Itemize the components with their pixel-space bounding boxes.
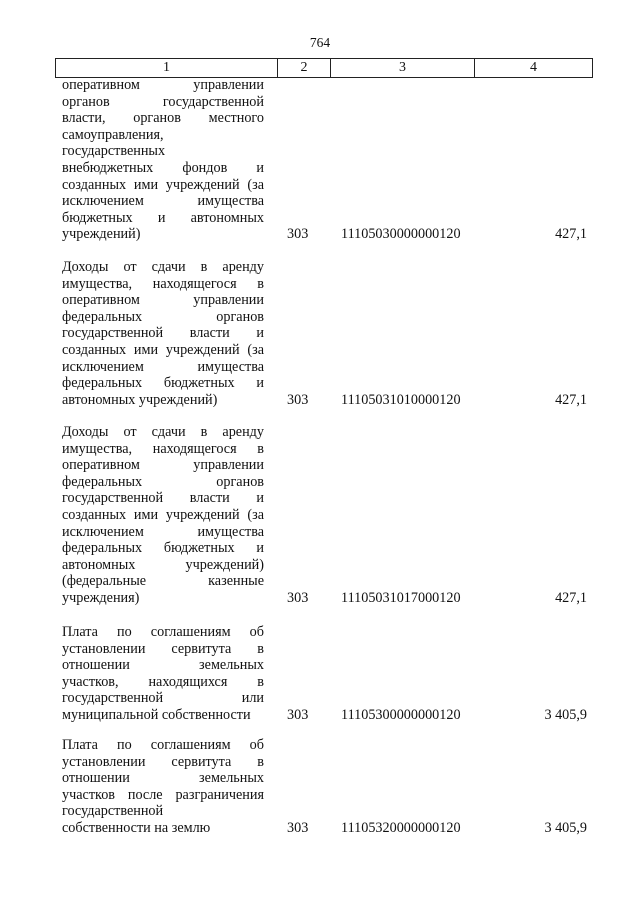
column-header-1: 1 xyxy=(163,60,170,75)
description-line: имущества, находящегося в xyxy=(62,440,264,457)
budget-classification-code: 11105300000000120 xyxy=(341,707,461,723)
budget-classification-code: 11105320000000120 xyxy=(341,820,461,836)
description-line: оперативном управлении xyxy=(62,77,264,93)
table-row xyxy=(0,424,640,607)
table-column-header xyxy=(55,58,593,78)
budget-classification-code: 11105031017000120 xyxy=(341,590,461,606)
admin-code: 303 xyxy=(287,820,309,836)
description-line: Доходы от сдачи в аренду xyxy=(62,424,264,440)
admin-code: 303 xyxy=(287,707,309,723)
amount: 3 405,9 xyxy=(544,820,587,836)
description-line: Плата по соглашениям об xyxy=(62,737,264,753)
description-line: государственной власти и xyxy=(62,325,264,342)
description-line: исключением имущества xyxy=(62,193,264,210)
description-line: имущества, находящегося в xyxy=(62,275,264,292)
amount: 427,1 xyxy=(555,391,587,408)
budget-classification-code: 11105031010000120 xyxy=(341,391,461,408)
description-line: муниципальной собственности xyxy=(62,706,251,723)
description-line: оперативном управлении xyxy=(62,457,264,474)
admin-code: 303 xyxy=(287,590,309,606)
description-line: созданных ими учреждений (за xyxy=(62,506,264,523)
description-line: участков после разграничения xyxy=(62,786,264,803)
description-line: государственной или xyxy=(62,690,264,707)
description-line: созданных ими учреждений (за xyxy=(62,176,264,193)
description-line: государственных xyxy=(62,143,166,160)
row-description xyxy=(62,737,264,837)
description-line: автономных учреждений) xyxy=(62,556,264,573)
description-line: федеральных органов xyxy=(62,308,264,325)
admin-code: 303 xyxy=(287,226,309,243)
description-line: собственности на землю xyxy=(62,819,211,836)
description-line: федеральных органов xyxy=(62,473,264,490)
description-line: федеральных бюджетных и xyxy=(62,540,264,557)
table-row xyxy=(0,77,640,243)
description-line: самоуправления, xyxy=(62,126,164,143)
table-row xyxy=(0,259,640,408)
description-line: Доходы от сдачи в аренду xyxy=(62,259,264,275)
description-line: установлении сервитута в xyxy=(62,753,264,770)
description-line: государственной власти и xyxy=(62,490,264,507)
description-line: внебюджетных фондов и xyxy=(62,159,264,176)
amount: 427,1 xyxy=(555,226,587,243)
description-line: участков, находящихся в xyxy=(62,673,264,690)
description-line: государственной xyxy=(62,803,164,820)
row-description xyxy=(62,624,264,724)
row-description xyxy=(62,424,264,607)
amount: 3 405,9 xyxy=(544,707,587,723)
table-row xyxy=(0,624,640,724)
description-line: бюджетных и автономных xyxy=(62,209,264,226)
column-header-3: 3 xyxy=(399,60,406,75)
description-line: автономных учреждений) xyxy=(62,391,218,408)
description-line: отношении земельных xyxy=(62,657,264,674)
description-line: учреждений) xyxy=(62,226,141,243)
description-line: отношении земельных xyxy=(62,770,264,787)
table-row xyxy=(0,737,640,837)
description-line: Плата по соглашениям об xyxy=(62,624,264,640)
description-line: созданных ими учреждений (за xyxy=(62,341,264,358)
budget-classification-code: 11105030000000120 xyxy=(341,226,461,243)
description-line: органов государственной xyxy=(62,93,264,110)
column-header-4: 4 xyxy=(530,60,537,75)
admin-code: 303 xyxy=(287,391,309,408)
description-line: установлении сервитута в xyxy=(62,640,264,657)
description-line: исключением имущества xyxy=(62,358,264,375)
description-line: (федеральные казенные xyxy=(62,573,264,590)
row-description xyxy=(62,77,264,243)
description-line: учреждения) xyxy=(62,589,140,606)
description-line: исключением имущества xyxy=(62,523,264,540)
amount: 427,1 xyxy=(555,590,587,606)
description-line: оперативном управлении xyxy=(62,292,264,309)
page-number: 764 xyxy=(309,35,331,50)
row-description xyxy=(62,259,264,408)
description-line: федеральных бюджетных и xyxy=(62,375,264,392)
description-line: власти, органов местного xyxy=(62,110,264,127)
column-header-2: 2 xyxy=(300,60,308,75)
